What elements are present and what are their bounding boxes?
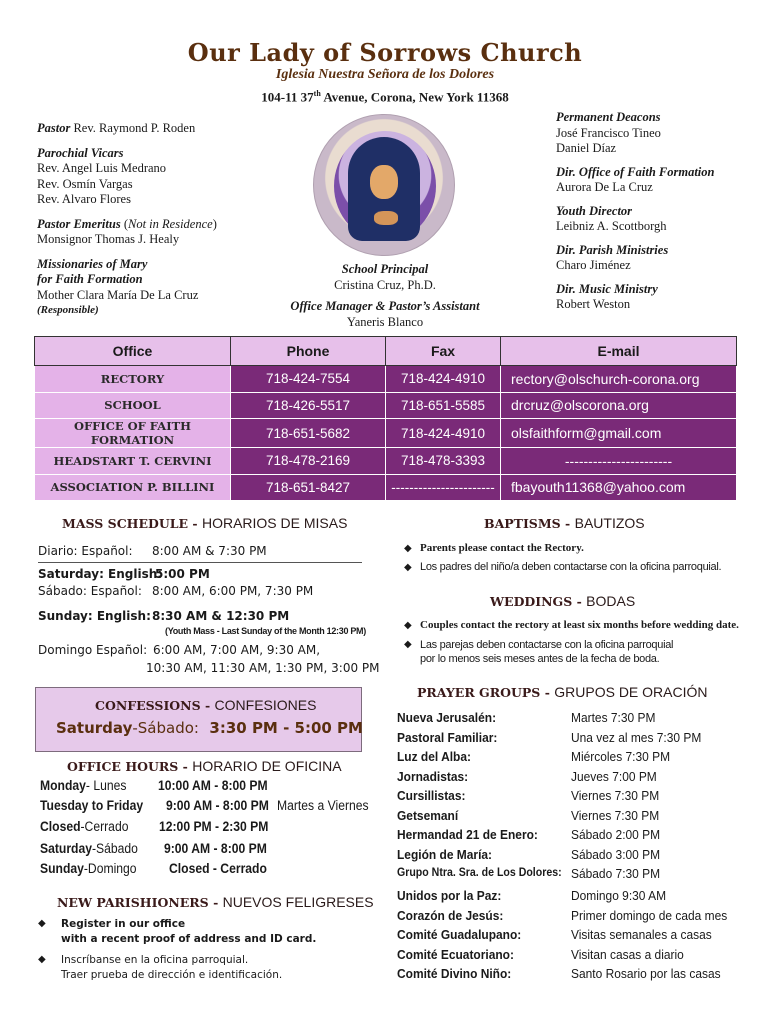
office-hours-day: Saturday-Sábado: [40, 841, 138, 856]
parishioners-heading: NEW PARISHIONERS - NUEVOS FELIGRESES: [57, 894, 374, 910]
group-name: Corazón de Jesús:: [397, 907, 504, 923]
music-ministry-title: Dir. Music Ministry: [556, 281, 658, 296]
center-staff: [260, 262, 510, 330]
phone-number: 718-651-5682: [231, 419, 386, 448]
sunday-times: 8:30 AM & 12:30 PM: [152, 609, 290, 623]
office-hours-day: Closed-Cerrado: [40, 819, 129, 834]
fax-number: 718-478-3393: [386, 448, 501, 475]
phone-number: 718-426-5517: [231, 392, 386, 419]
group-time: Martes 7:30 PM: [571, 710, 656, 725]
office-name: ASSOCIATION P. BILLINI: [35, 474, 231, 501]
parishioners-item: Inscríbanse en la oficina parroquial. Traer prueba de dirección e identificación.: [61, 954, 283, 981]
vicar-name: Rev. Alvaro Flores: [37, 192, 131, 206]
confessions-heading: CONFESSIONS - CONFESIONES: [95, 697, 317, 713]
table-row: [35, 392, 737, 419]
principal-title: School Principal: [341, 262, 429, 276]
vicar-name: Rev. Osmín Vargas: [37, 176, 133, 191]
office-hours-heading: OFFICE HOURS - HORARIO DE OFICINA: [67, 758, 342, 774]
table-row: [35, 419, 737, 448]
fax-number: 718-424-4910: [386, 419, 501, 448]
office-hours-time: 9:00 AM - 8:00 PM: [164, 841, 267, 856]
group-name: Getsemaní: [397, 807, 459, 823]
contacts-table: [34, 336, 737, 501]
saturday-label: Saturday: English:: [38, 567, 163, 581]
group-time: Jueves 7:00 PM: [571, 768, 657, 784]
group-time: Miércoles 7:30 PM: [571, 749, 671, 764]
office-name: RECTORY: [35, 366, 231, 393]
email-link[interactable]: olsfaithform@gmail.com: [501, 419, 737, 448]
diamond-bullet-icon: ◆: [404, 543, 412, 554]
group-name: Jornadistas:: [397, 768, 469, 784]
music-ministry-name: Robert Weston: [556, 297, 631, 311]
office-hours-day: Monday- Lunes: [40, 778, 127, 793]
parish-ministries-name: Charo Jiménez: [556, 258, 631, 272]
deacon-name: Daniel Díaz: [556, 141, 617, 155]
group-name: Nueva Jerusalén:: [397, 710, 497, 725]
confessions-time: Saturday-Sábado: 3:30 PM - 5:00 PM: [56, 719, 363, 737]
table-row: [35, 366, 737, 393]
table-row: [35, 474, 737, 501]
group-time: Domingo 9:30 AM: [571, 888, 667, 903]
weddings-item: Couples contact the rectory at least six months before wedding date.: [420, 619, 739, 631]
email-link[interactable]: fbayouth11368@yahoo.com: [501, 474, 737, 501]
group-time: Sábado 2:00 PM: [571, 827, 661, 842]
group-name: Unidos por la Paz:: [397, 888, 502, 903]
group-name: Luz del Alba:: [397, 749, 471, 764]
baptisms-heading: BAPTISMS - BAUTIZOS: [484, 515, 645, 531]
our-lady-of-sorrows-medallion: [313, 114, 455, 256]
office-name: SCHOOL: [35, 392, 231, 419]
office-hours-time: 9:00 AM - 8:00 PM: [166, 798, 269, 813]
group-name: Comité Guadalupano:: [397, 927, 522, 942]
group-name: Grupo Ntra. Sra. de Los Dolores:: [397, 867, 562, 879]
office-name: OFFICE OF FAITH FORMATION: [35, 419, 231, 448]
office-hours-time: 12:00 PM - 2:30 PM: [159, 819, 269, 834]
sabado-times: 8:00 AM, 6:00 PM, 7:30 PM: [152, 584, 314, 598]
youth-director-name: Leibniz A. Scottborgh: [556, 219, 667, 233]
diario-times: 8:00 AM & 7:30 PM: [152, 544, 267, 558]
group-name: Pastoral Familiar:: [397, 729, 498, 745]
parish-ministries-title: Dir. Parish Ministries: [556, 242, 669, 257]
group-time: Santo Rosario por las casas: [571, 966, 721, 981]
vicars-title: Parochial Vicars: [37, 145, 124, 160]
faith-formation-name: Aurora De La Cruz: [556, 180, 653, 194]
group-time: Una vez al mes 7:30 PM: [571, 729, 702, 745]
column-header: E-mail: [501, 337, 737, 366]
sunday-label: Sunday: English:: [38, 609, 151, 623]
emeritus-name: Monsignor Thomas J. Healy: [37, 232, 180, 246]
church-subtitle: Iglesia Nuestra Señora de los Dolores: [275, 67, 495, 82]
group-time: Sábado 3:00 PM: [571, 846, 661, 862]
weddings-item: Las parejas deben contactarse con la oficina parroquial por lo menos seis meses antes de la fecha de boda.: [420, 639, 674, 665]
group-time: Visitan casas a diario: [571, 946, 684, 962]
phone-number: 718-478-2169: [231, 448, 386, 475]
office-hours-time: 10:00 AM - 8:00 PM: [158, 778, 268, 793]
office-name: HEADSTART T. CERVINI: [35, 448, 231, 475]
mass-heading: MASS SCHEDULE - HORARIOS DE MISAS: [62, 515, 348, 531]
weddings-heading: WEDDINGS - BODAS: [490, 593, 636, 609]
fax-number: 718-424-4910: [386, 366, 501, 393]
group-name: Comité Divino Niño:: [397, 966, 512, 981]
manager-title: Office Manager & Pastor’s Assistant: [290, 299, 480, 313]
office-hours-day: Tuesday to Friday: [40, 798, 144, 813]
baptisms-item: Los padres del niño/a deben contactarse con la oficina parroquial.: [420, 561, 722, 573]
missionaries-title: Missionaries of Mary: [37, 256, 148, 271]
phone-number: 718-651-8427: [231, 474, 386, 501]
group-name: Legión de María:: [397, 846, 493, 862]
group-name: Comité Ecuatoriano:: [397, 946, 514, 962]
deacons-title: Permanent Deacons: [556, 110, 661, 124]
group-time: Sábado 7:30 PM: [571, 866, 661, 881]
office-hours-time: Closed - Cerrado: [169, 861, 267, 876]
deacon-name: José Francisco Tineo: [556, 125, 661, 140]
domingo-label: Domingo Español:: [38, 643, 148, 657]
domingo-times: 6:00 AM, 7:00 AM, 9:30 AM,: [153, 643, 321, 657]
column-header: Phone: [231, 337, 386, 366]
parishioners-item: Register in our office with a recent proof of address and ID card.: [61, 918, 317, 945]
office-hours-day: Sunday-Domingo: [40, 861, 137, 876]
fax-number: 718-651-5585: [386, 392, 501, 419]
group-time: Primer domingo de cada mes: [571, 907, 728, 923]
email-link[interactable]: drcruz@olscorona.org: [501, 392, 737, 419]
email-link[interactable]: rectory@olschurch-corona.org: [501, 366, 737, 393]
table-header-row: [35, 337, 737, 366]
youth-director-title: Youth Director: [556, 203, 633, 218]
diamond-bullet-icon: ◆: [38, 954, 46, 965]
group-time: Visitas semanales a casas: [571, 927, 712, 942]
fax-placeholder: -----------------------: [386, 474, 501, 501]
diario-label: Diario: Español:: [38, 544, 133, 558]
column-header: Office: [35, 337, 231, 366]
group-name: Hermandad 21 de Enero:: [397, 827, 538, 842]
prayer-groups-heading: PRAYER GROUPS - GRUPOS DE ORACIÓN: [417, 684, 708, 700]
missionaries-note: (Responsible): [37, 304, 99, 316]
phone-number: 718-424-7554: [231, 366, 386, 393]
missionaries-name: Mother Clara María De La Cruz: [37, 287, 199, 302]
email-placeholder: -----------------------: [501, 448, 737, 475]
faith-formation-title: Dir. Office of Faith Formation: [556, 164, 715, 179]
diamond-bullet-icon: ◆: [38, 918, 46, 929]
sabado-label: Sábado: Español:: [38, 584, 142, 598]
principal-name: Cristina Cruz, Ph.D.: [334, 277, 436, 292]
missionaries-title: for Faith Formation: [37, 272, 143, 286]
group-time: Viernes 7:30 PM: [571, 788, 660, 803]
church-title: Our Lady of Sorrows Church: [187, 38, 583, 67]
group-name: Cursillistas:: [397, 788, 466, 803]
table-row: [35, 448, 737, 475]
domingo-times: 10:30 AM, 11:30 AM, 1:30 PM, 3:00 PM: [146, 661, 380, 675]
baptisms-item: Parents please contact the Rectory.: [420, 542, 584, 554]
diamond-bullet-icon: ◆: [404, 562, 412, 573]
vicar-name: Rev. Angel Luis Medrano: [37, 161, 167, 175]
emeritus-line: Pastor Emeritus (Not in Residence): [37, 216, 217, 231]
church-address: 104-11 37th Avenue, Corona, New York 11368: [261, 89, 509, 105]
diamond-bullet-icon: ◆: [404, 620, 412, 631]
office-hours-note: Martes a Viernes: [277, 798, 369, 813]
manager-name: Yaneris Blanco: [346, 314, 424, 329]
right-staff: [556, 110, 756, 313]
pastor-line: Pastor Rev. Raymond P. Roden: [37, 121, 196, 135]
group-time: Viernes 7:30 PM: [571, 807, 660, 823]
youth-mass-note: (Youth Mass - Last Sunday of the Month 12:30 PM): [165, 626, 366, 636]
diamond-bullet-icon: ◆: [404, 639, 412, 650]
divider: [38, 562, 362, 563]
saturday-time: 5:00 PM: [155, 567, 210, 581]
column-header: Fax: [386, 337, 501, 366]
